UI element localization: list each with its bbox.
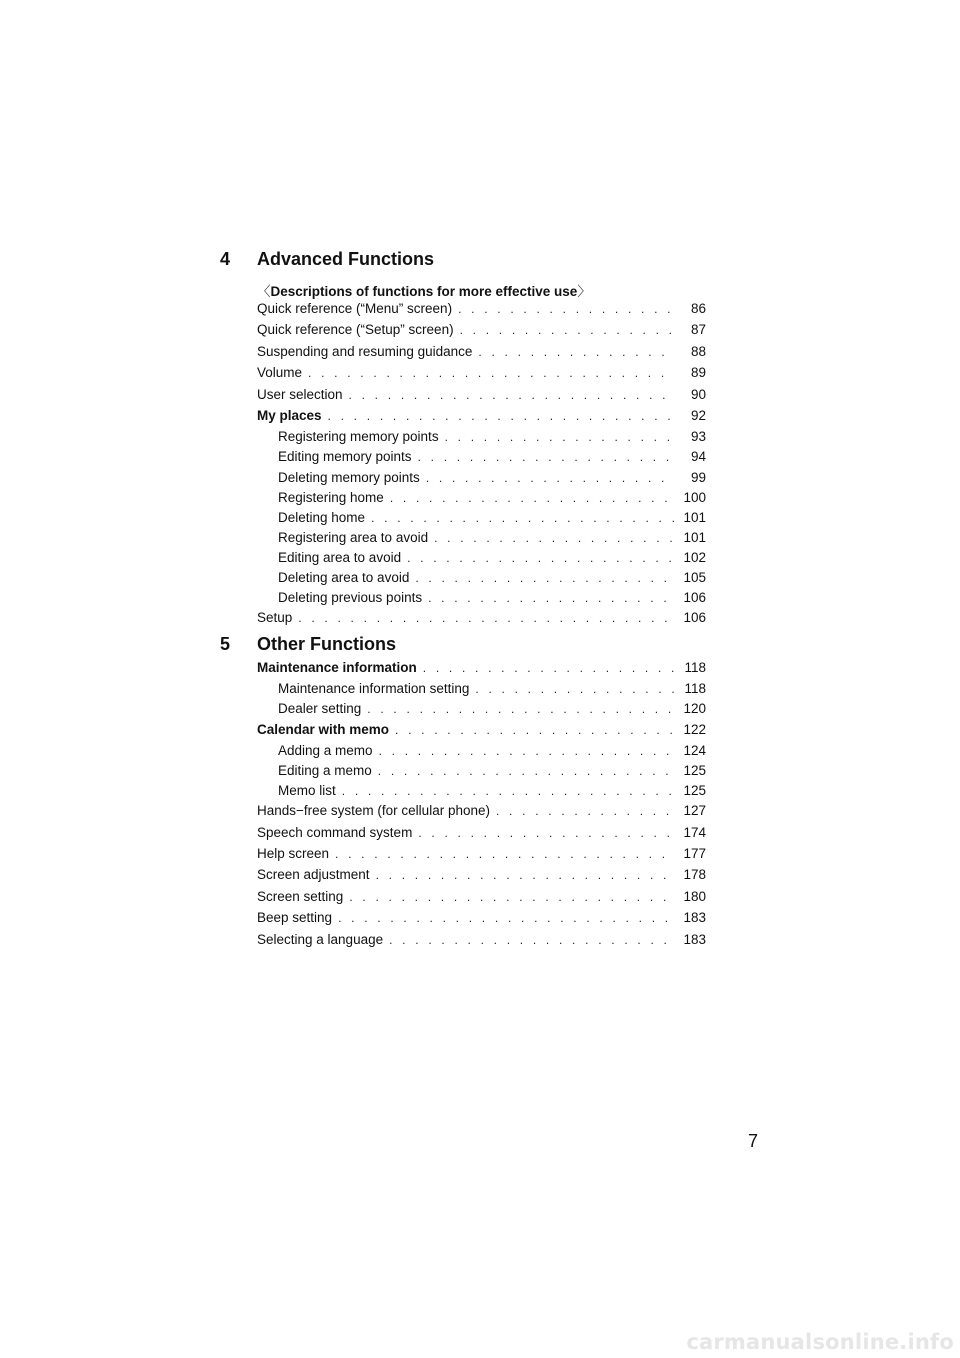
toc-entry[interactable] [257,660,706,681]
toc-entry-page: 125 [683,783,706,799]
dot-leader [328,408,674,424]
toc-entry[interactable] [257,408,706,429]
toc-entry-page: 87 [690,322,706,338]
toc-entry-label: Deleting area to avoid [278,570,410,585]
toc-entry[interactable] [257,344,706,365]
toc-entry[interactable] [257,910,706,931]
toc-entry[interactable] [257,610,706,631]
toc-entry-label: Registering memory points [278,429,439,445]
toc-entry-page: 174 [683,824,706,840]
toc-entry-page: 90 [690,386,706,402]
watermark: carmanualsonline.info [686,1330,954,1354]
dot-leader [371,510,674,526]
toc-entry[interactable] [257,550,706,570]
subtitle-text: Descriptions of functions for more effective use [270,284,578,299]
dot-leader [378,763,674,779]
subtitle-close-bracket: 〉 [577,284,591,299]
toc-entry-page: 122 [683,721,706,737]
toc-entry-label: Deleting memory points [278,469,420,485]
dot-leader [379,743,674,759]
toc-entry-label: Maintenance information [257,660,417,675]
toc-entry[interactable] [257,510,706,530]
toc-entry[interactable] [257,701,706,721]
toc-entry[interactable] [257,387,706,408]
page-number: 7 [748,1131,759,1151]
dot-leader [458,301,674,317]
toc-entry-page: 101 [683,509,706,525]
toc-entry[interactable] [257,590,706,610]
toc-entry-page: 89 [690,365,706,381]
toc-entry-page: 100 [683,489,706,505]
toc-entry-page: 127 [683,803,706,819]
dot-leader [423,660,674,676]
toc-entry-label: Editing a memo [278,763,372,779]
toc-entry-page: 118 [684,681,706,697]
dot-leader [308,365,674,381]
toc-entry-label: Maintenance information setting [278,681,470,697]
toc-entry-label: Registering area to avoid [278,529,429,545]
toc-entry-page: 105 [683,570,706,585]
toc-entry[interactable] [257,783,706,803]
toc-entry[interactable] [257,825,706,846]
toc-entry-label: Suspending and resuming guidance [257,343,473,359]
toc-entry-label: Deleting home [278,509,366,525]
dot-leader [376,867,674,883]
toc-entry-label: Volume [257,365,303,381]
dot-leader [434,530,674,546]
toc-entry-label: Quick reference (“Setup” screen) [257,322,454,338]
dot-leader [418,449,674,465]
toc-entry-page: 106 [683,590,706,606]
toc-entry-page: 180 [683,888,706,904]
dot-leader [390,490,674,506]
toc-entry-page: 102 [683,549,706,565]
dot-leader [428,590,674,606]
dot-leader [298,610,674,626]
section-5-heading [220,634,720,655]
toc-entry-page: 118 [684,660,706,675]
dot-leader [418,825,674,841]
toc-entry[interactable] [257,932,706,953]
toc-entry-page: 93 [690,429,706,445]
toc-entry[interactable] [257,889,706,910]
toc-entry-label: Editing memory points [278,449,412,465]
toc-entry-page: 178 [683,867,706,883]
toc-entry-label: Selecting a language [257,931,384,947]
toc-entry[interactable] [257,490,706,510]
toc-entry-label: Screen adjustment [257,867,370,883]
dot-leader [475,681,674,697]
toc-entry[interactable] [257,846,706,867]
toc-entry-page: 88 [690,343,706,359]
section-5-toc-list [257,660,706,953]
toc-entry-label: Quick reference (“Menu” screen) [257,301,453,316]
toc-entry-page: 86 [690,301,706,316]
toc-entry-label: Deleting previous points [278,590,423,606]
dot-leader [349,889,674,905]
toc-entry-page: 183 [683,931,706,947]
toc-entry[interactable] [257,530,706,550]
toc-entry-label: Help screen [257,846,330,862]
toc-entry-label: Screen setting [257,888,344,904]
subtitle-open-bracket: 〈 [257,284,271,299]
toc-entry-page: 101 [683,529,706,545]
section-4-toc-list [257,301,706,632]
toc-entry-label: Hands−free system (for cellular phone) [257,803,490,819]
dot-leader [415,570,674,586]
dot-leader [367,701,674,717]
toc-entry-page: 99 [690,469,706,485]
dot-leader [395,722,674,738]
toc-entry-page: 125 [683,763,706,779]
dot-leader [342,783,674,799]
toc-entry-label: Memo list [278,783,336,799]
toc-entry[interactable] [257,365,706,386]
section-5-title: Other Functions [257,634,396,654]
dot-leader [460,322,674,338]
dot-leader [496,803,674,819]
toc-entry[interactable] [257,722,706,743]
toc-entry-label: User selection [257,386,343,402]
toc-entry-page: 177 [683,846,706,862]
dot-leader [349,387,674,403]
dot-leader [478,344,674,360]
toc-entry-label: Dealer setting [278,701,362,717]
toc-entry[interactable] [257,470,706,490]
toc-entry-label: Editing area to avoid [278,549,402,565]
section-4-number: 4 [220,249,231,269]
toc-entry-label: Calendar with memo [257,721,390,737]
toc-entry-label: My places [257,407,322,423]
section-4-subtitle [257,280,591,300]
toc-entry[interactable] [257,867,706,888]
section-4-title: Advanced Functions [257,249,435,269]
toc-entry[interactable] [257,301,706,322]
toc-entry-page: 92 [690,407,706,423]
dot-leader [338,910,674,926]
dot-leader [426,470,674,486]
dot-leader [335,846,674,862]
toc-entry[interactable] [257,803,706,824]
toc-entry[interactable] [257,449,706,469]
toc-entry-label: Speech command system [257,824,413,840]
toc-entry-page: 183 [683,910,706,926]
toc-entry-label: Setup [257,610,293,626]
toc-entry-label: Registering home [278,489,384,505]
toc-entry[interactable] [257,429,706,449]
section-4-heading [220,249,720,270]
toc-entry-label: Beep setting [257,910,333,926]
toc-entry[interactable] [257,322,706,343]
toc-entry-page: 120 [683,701,706,717]
toc-entry-page: 106 [683,610,706,626]
toc-entry[interactable] [257,570,706,590]
toc-entry-label: Adding a memo [278,742,373,758]
dot-leader [445,429,674,445]
toc-entry[interactable] [257,681,706,701]
toc-entry[interactable] [257,763,706,783]
toc-entry[interactable] [257,743,706,763]
section-5-number: 5 [220,634,231,654]
toc-entry-page: 94 [690,449,706,465]
toc-entry-page: 124 [683,742,706,758]
dot-leader [407,550,674,566]
dot-leader [389,932,674,948]
